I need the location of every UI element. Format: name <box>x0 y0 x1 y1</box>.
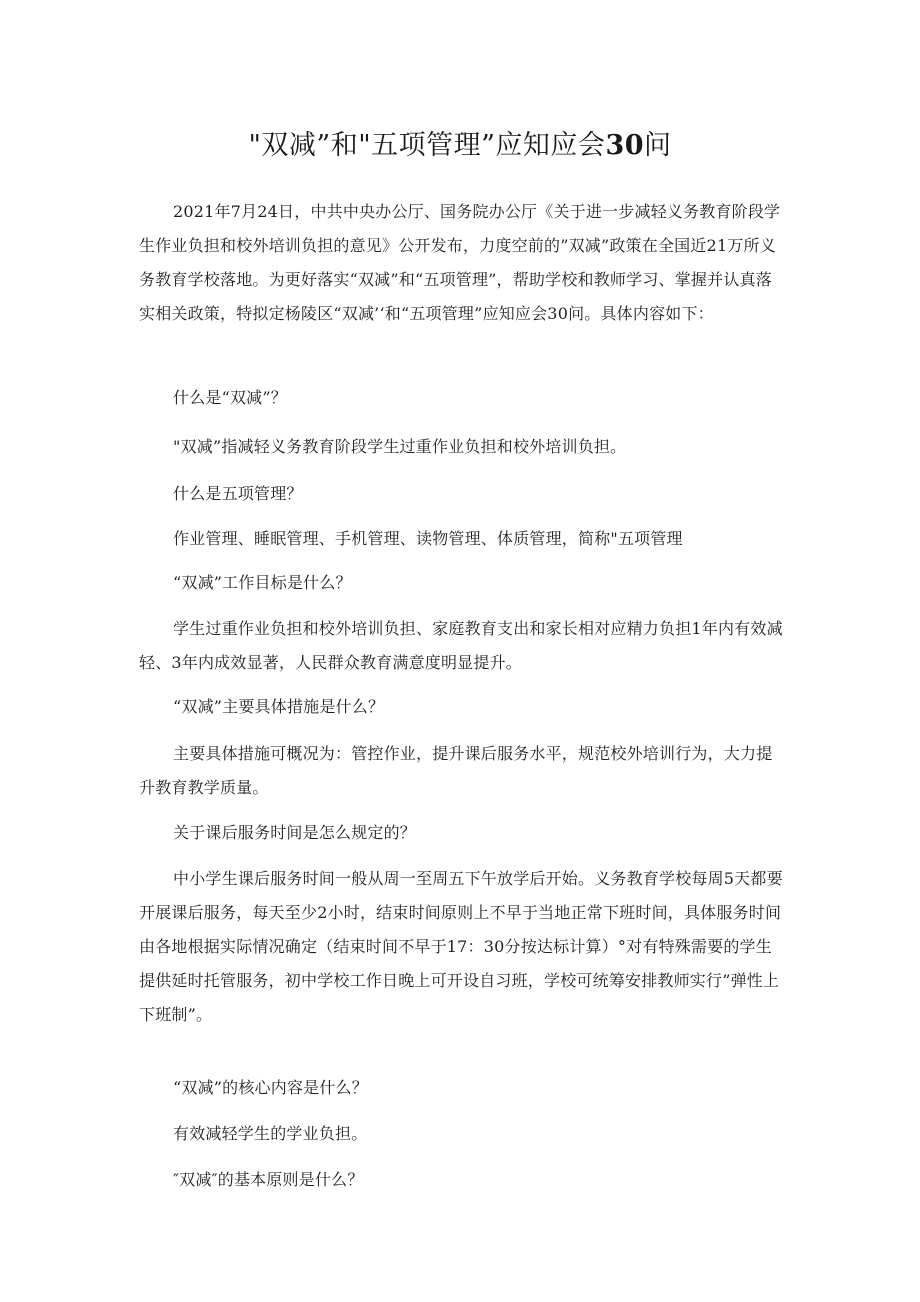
answer-5: 中小学生课后服务时间一般从周一至周五下午放学后开始。义务教育学校每周5天都要开展课后服务，每天至少2小时，结束时间原则上不早于当地正常下班时间，具体服务时间由各地根据实际情况确定（结束时间不早于17：30分按达标计算）°对有特殊需要的学生提供延时托管服务，初中学校工作日晚上可开设自习班，学校可统筹安排教师实行”弹性上下班制”。 <box>139 869 783 1024</box>
answer-6: 有效减轻学生的学业负担。 <box>173 1124 368 1143</box>
title-text: "双减”和"五项管理”应知应会 <box>248 130 606 161</box>
answer-2: 作业管理、睡眠管理、手机管理、读物管理、体质管理，简称"五项管理 <box>173 529 683 548</box>
question-4: “双减”主要具体措施是什么？ <box>173 697 385 716</box>
question-5: 关于课后服务时间是怎么规定的？ <box>173 823 417 842</box>
answer-1: "双减”指减轻义务教育阶段学生过重作业负担和校外培训负担。 <box>173 437 627 456</box>
question-6: “双减”的核心内容是什么？ <box>173 1078 368 1097</box>
title-number: 30 <box>605 130 645 161</box>
intro-paragraph: 2021年7月24日，中共中央办公厅、国务院办公厅《关于进一步减轻义务教育阶段学生作业负担和校外培训负担的意见》公开发布，力度空前的”双减”政策在全国近21万所义务教育学校落地。为更好落实“双减”和“五项管理”，帮助学校和教师学习、掌握并认真落实相关政策，特拟定杨陵区“双减’‘和“五项管理”应知应会30问。具体内容如下： <box>139 202 781 323</box>
question-1: 什么是“双减”？ <box>173 388 287 407</box>
question-7: ″双减″的基本原则是什么？ <box>173 1170 364 1189</box>
answer-4: 主要具体措施可概况为：管控作业，提升课后服务水平，规范校外培训行为，大力提升教育教学质量。 <box>139 744 773 797</box>
document-title <box>0 126 920 166</box>
title-tail: 问 <box>644 130 672 161</box>
answer-3: 学生过重作业负担和校外培训负担、家庭教育支出和家长相对应精力负担1年内有效减轻、3年内成效显著，人民群众教育满意度明显提升。 <box>139 619 783 672</box>
question-2: 什么是五项管理？ <box>173 484 303 503</box>
question-3: “双减”工作目标是什么？ <box>173 573 352 592</box>
